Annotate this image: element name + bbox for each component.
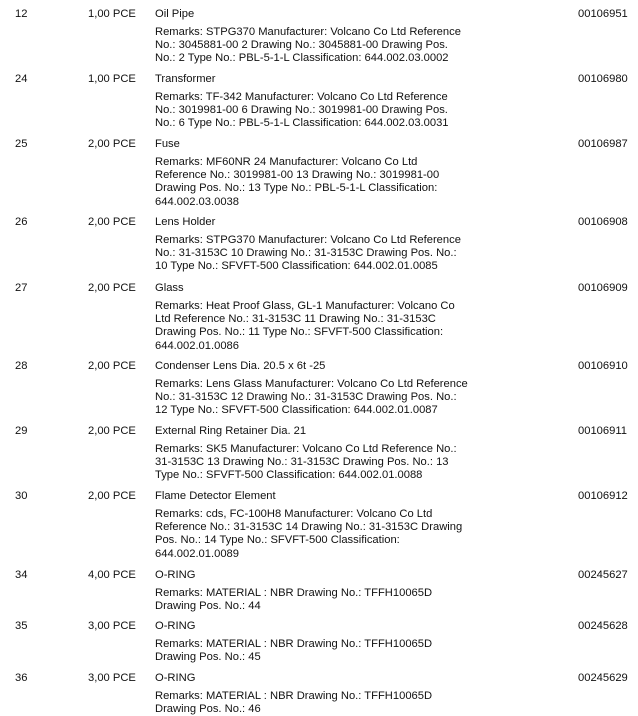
item-remarks [155,300,495,354]
remarks-line: Drawing Pos. No.: 13 Type No.: PBL-5-1-L Classification: [155,182,438,195]
item-remarks [155,26,495,66]
item-position: 29 [15,425,28,437]
quantity-value: 2,00 [88,138,110,150]
item-name: Oil Pipe [155,8,195,20]
item-name: O-RING [155,672,196,684]
remarks-line: Remarks: MATERIAL : NBR Drawing No.: TFFH10065D [155,689,433,702]
item-quantity [88,282,136,295]
remarks-line: Type No.: SFVFT-500 Classification: 644.002.01.0088 [155,469,423,482]
quantity-unit: PCE [112,672,136,684]
remarks-line: Remarks: STPG370 Manufacturer: Volcano Co Ltd Reference [155,25,461,38]
remarks-line: Remarks: TF-342 Manufacturer: Volcano Co Ltd Reference [155,90,448,103]
item-position: 30 [15,490,28,502]
quantity-value: 2,00 [88,490,110,502]
item-remarks [155,443,495,483]
item-position: 24 [15,73,28,85]
remarks-line: Remarks: STPG370 Manufacturer: Volcano Co Ltd Reference [155,233,461,246]
item-quantity [88,569,136,582]
item-position: 34 [15,569,28,581]
item-quantity [88,620,136,633]
item-part-number: 00106987 [578,138,628,150]
quantity-value: 2,00 [88,282,110,294]
quantity-value: 1,00 [88,73,110,85]
remarks-line: 31-3153C 13 Drawing No.: 31-3153C Drawing Pos. No.: 13 [155,455,449,468]
item-position: 12 [15,8,28,20]
item-quantity [88,73,136,86]
item-remarks [155,508,495,562]
item-name: Lens Holder [155,216,216,228]
quantity-value: 1,00 [88,8,110,20]
item-name: Glass [155,282,184,294]
quantity-unit: PCE [112,425,136,437]
remarks-line: Remarks: MATERIAL : NBR Drawing No.: TFFH10065D [155,637,433,650]
remarks-line: 644.002.01.0086 [155,339,239,352]
item-name: Transformer [155,73,216,85]
quantity-value: 2,00 [88,360,110,372]
item-position: 25 [15,138,28,150]
remarks-line: No.: 31-3153C 12 Drawing No.: 31-3153C Drawing Pos. No.: [155,390,457,403]
remarks-line: Remarks: Lens Glass Manufacturer: Volcano Co Ltd Reference [155,377,468,390]
quantity-unit: PCE [112,360,136,372]
item-part-number: 00106908 [578,216,628,228]
item-name: O-RING [155,569,196,581]
quantity-unit: PCE [112,8,136,20]
item-quantity [88,490,136,503]
quantity-value: 3,00 [88,672,110,684]
remarks-line: 644.002.01.0089 [155,547,239,560]
item-name: O-RING [155,620,196,632]
item-part-number: 00106911 [578,425,627,437]
remarks-line: No.: 6 Type No.: PBL-5-1-L Classification: 644.002.03.0031 [155,117,449,130]
quantity-unit: PCE [112,569,136,581]
item-part-number: 00106951 [578,8,628,20]
remarks-line: Drawing Pos. No.: 45 [155,650,261,663]
item-part-number: 00106909 [578,282,628,294]
remarks-line: 10 Type No.: SFVFT-500 Classification: 644.002.01.0085 [155,260,438,273]
item-part-number: 00106912 [578,490,628,502]
remarks-line: Reference No.: 3019981-00 13 Drawing No.: 3019981-00 [155,168,440,181]
item-part-number: 00245629 [578,672,628,684]
item-remarks [155,91,495,131]
item-name: Flame Detector Element [155,490,276,502]
quantity-unit: PCE [112,620,136,632]
item-position: 35 [15,620,28,632]
item-quantity [88,8,136,21]
remarks-line: Pos. No.: 14 Type No.: SFVFT-500 Classification: [155,534,400,547]
remarks-line: Remarks: cds, FC-100H8 Manufacturer: Volcano Co Ltd [155,507,433,520]
quantity-unit: PCE [112,216,136,228]
remarks-line: No.: 2 Type No.: PBL-5-1-L Classification: 644.002.03.0002 [155,52,449,65]
quantity-value: 2,00 [88,216,110,228]
remarks-line: No.: 3019981-00 6 Drawing No.: 3019981-00 Drawing Pos. [155,103,448,116]
item-position: 36 [15,672,28,684]
item-quantity [88,216,136,229]
remarks-line: Remarks: MATERIAL : NBR Drawing No.: TFFH10065D [155,586,433,599]
remarks-line: No.: 31-3153C 10 Drawing No.: 31-3153C Drawing Pos. No.: [155,246,457,259]
quantity-value: 4,00 [88,569,110,581]
item-quantity [88,425,136,438]
remarks-line: Drawing Pos. No.: 46 [155,702,261,715]
item-part-number: 00106980 [578,73,628,85]
quantity-value: 2,00 [88,425,110,437]
quantity-unit: PCE [112,490,136,502]
remarks-line: Drawing Pos. No.: 11 Type No.: SFVFT-500 Classification: [155,326,444,339]
remarks-line: Drawing Pos. No.: 44 [155,599,261,612]
remarks-line: 12 Type No.: SFVFT-500 Classification: 644.002.01.0087 [155,404,438,417]
item-part-number: 00106910 [578,360,628,372]
remarks-line: Reference No.: 31-3153C 14 Drawing No.: 31-3153C Drawing [155,520,463,533]
remarks-line: 644.002.03.0038 [155,195,239,208]
item-remarks [155,587,495,614]
remarks-line: Remarks: Heat Proof Glass, GL-1 Manufacturer: Volcano Co [155,299,455,312]
item-remarks [155,638,495,665]
item-remarks [155,234,495,274]
remarks-line: Ltd Reference No.: 31-3153C 11 Drawing No.: 31-3153C [155,312,436,325]
remarks-line: No.: 3045881-00 2 Drawing No.: 3045881-00 Drawing Pos. [155,38,448,51]
item-name: Fuse [155,138,180,150]
quantity-unit: PCE [112,73,136,85]
item-name: External Ring Retainer Dia. 21 [155,425,307,437]
remarks-line: Remarks: MF60NR 24 Manufacturer: Volcano Co Ltd [155,155,418,168]
quantity-unit: PCE [112,282,136,294]
quantity-unit: PCE [112,138,136,150]
item-quantity [88,672,136,685]
item-remarks [155,378,495,418]
item-part-number: 00245627 [578,569,628,581]
quantity-value: 3,00 [88,620,110,632]
item-position: 27 [15,282,28,294]
item-quantity [88,138,136,151]
item-position: 28 [15,360,28,372]
item-remarks [155,690,495,716]
item-remarks [155,156,495,210]
item-position: 26 [15,216,28,228]
remarks-line: Remarks: SK5 Manufacturer: Volcano Co Ltd Reference No.: [155,442,457,455]
item-part-number: 00245628 [578,620,628,632]
item-name: Condenser Lens Dia. 20.5 x 6t -25 [155,360,326,372]
item-quantity [88,360,136,373]
